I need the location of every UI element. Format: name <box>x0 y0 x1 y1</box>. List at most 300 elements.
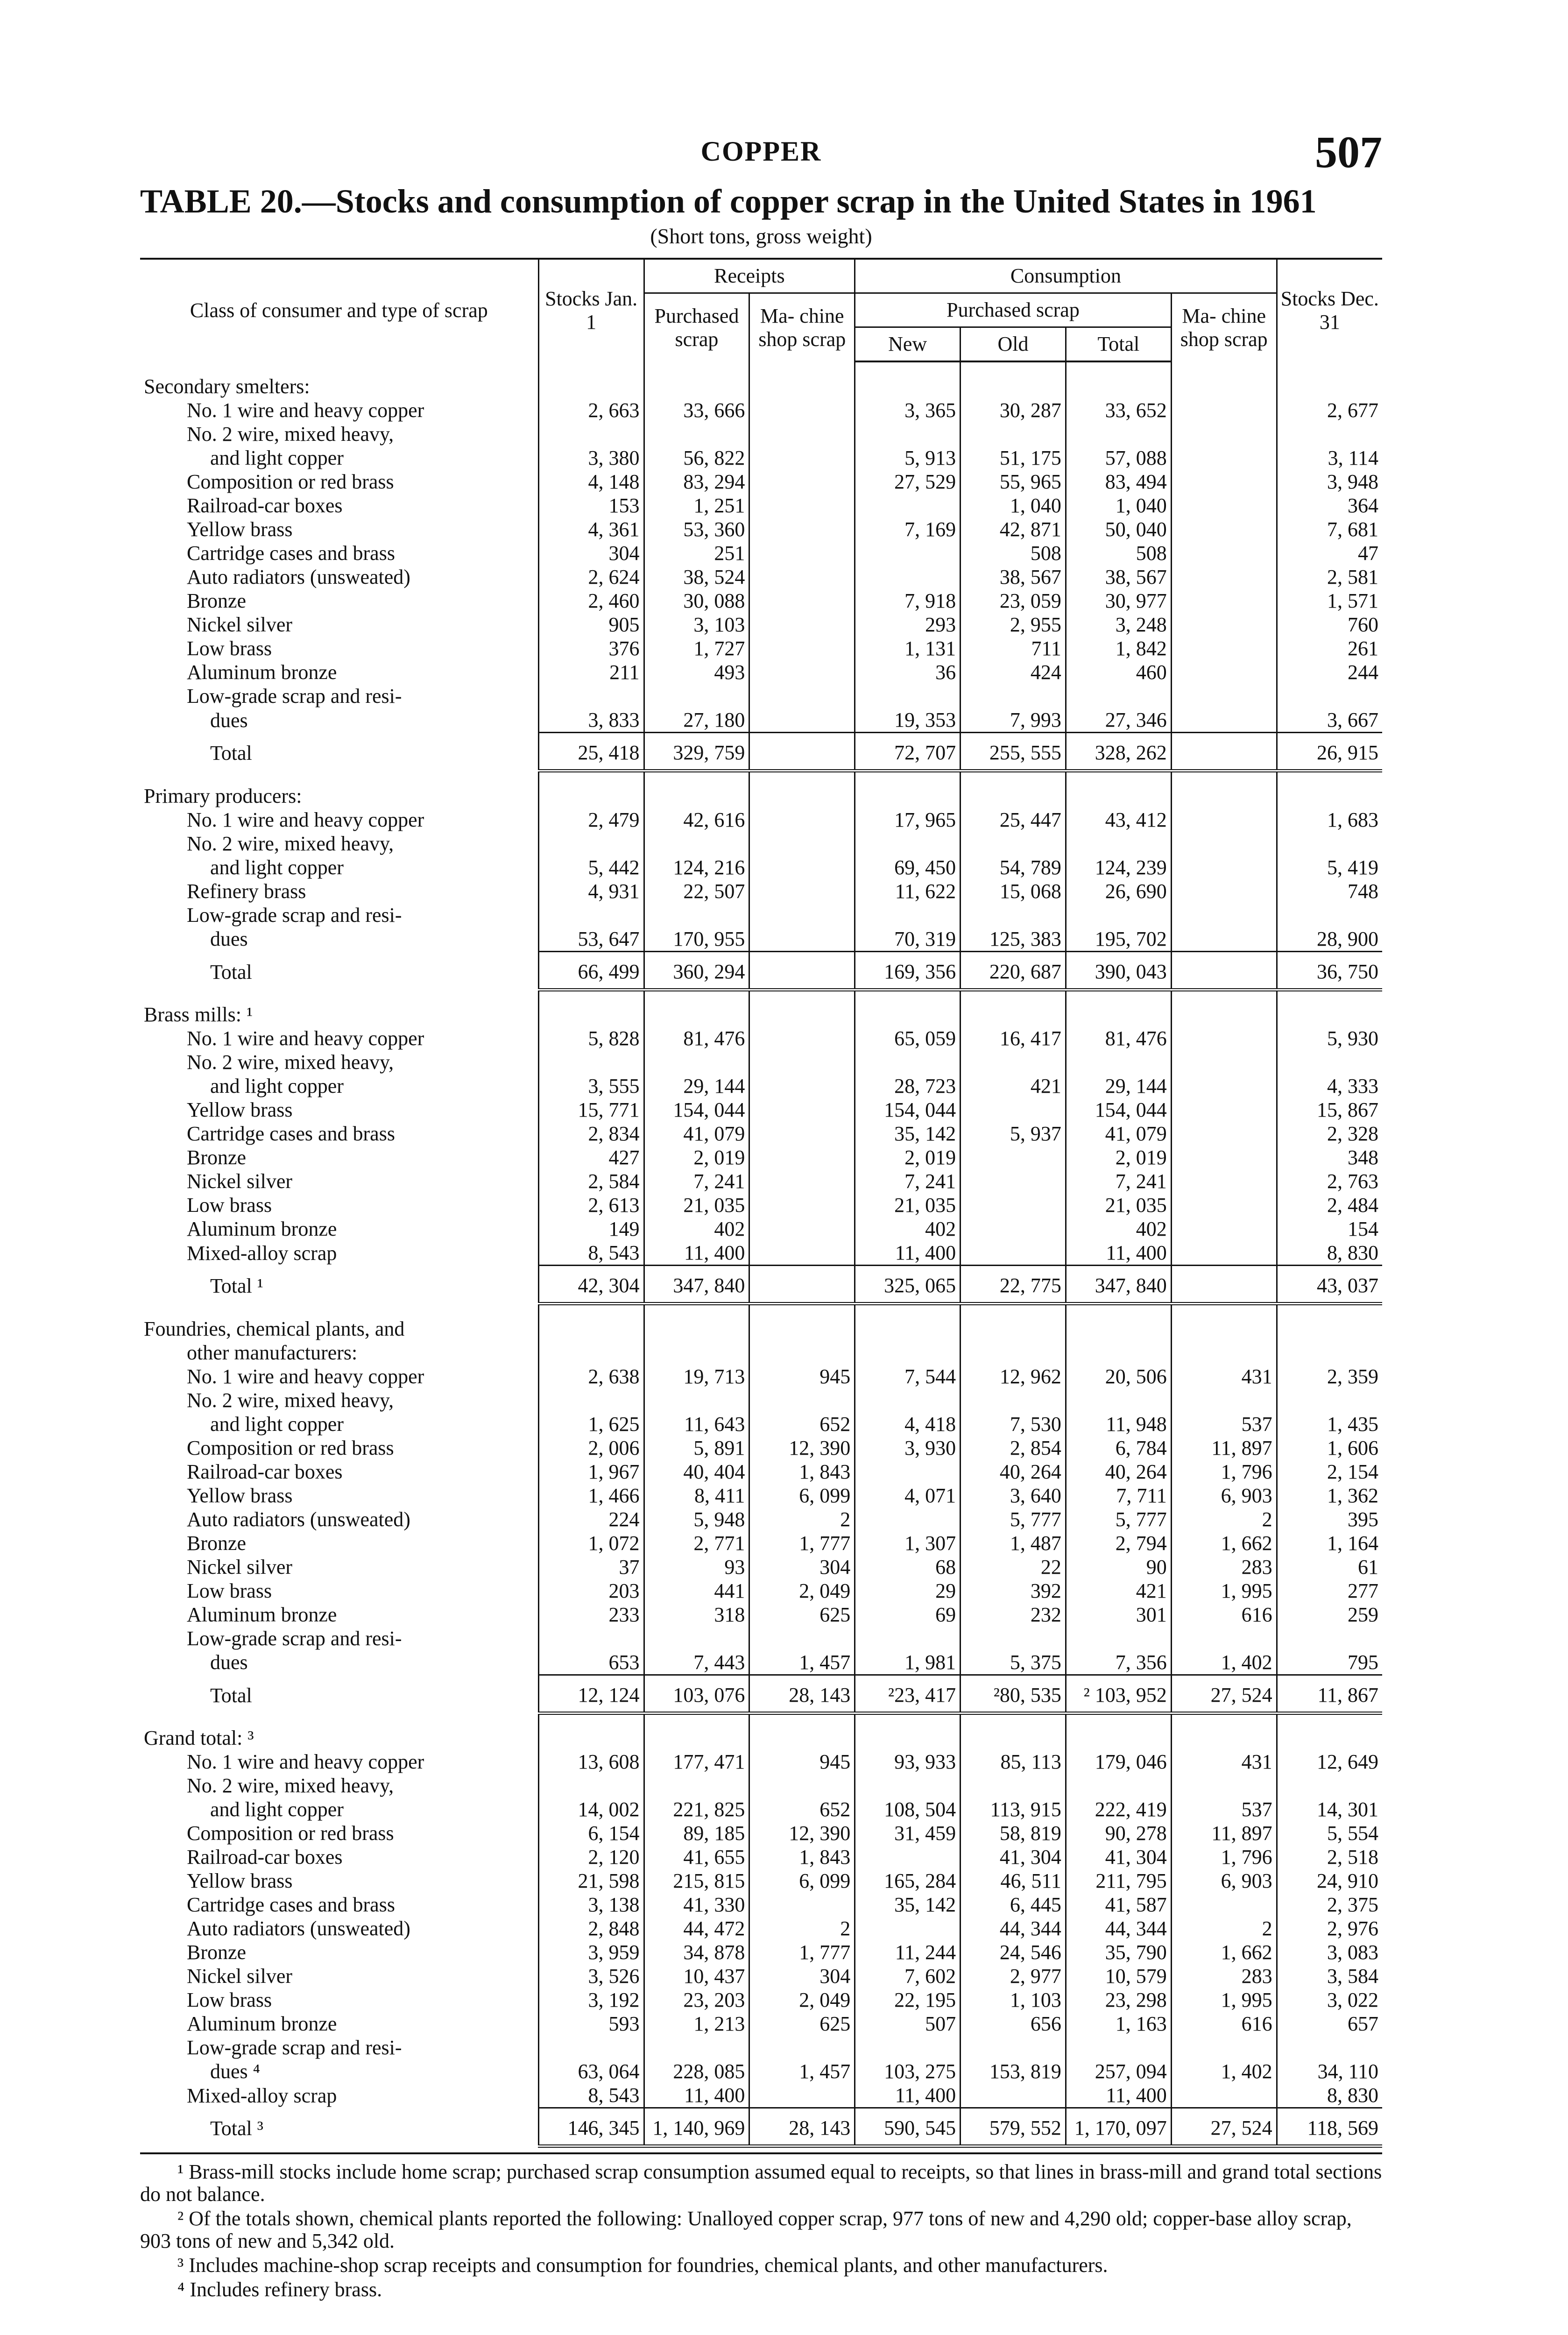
row-label: No. 2 wire, mixed heavy, <box>187 832 394 855</box>
table-cell: 5, 777 <box>961 1507 1066 1531</box>
table-row <box>140 1122 1382 1146</box>
table-cell: 2, 328 <box>1277 1122 1382 1146</box>
table-cell <box>1171 398 1277 422</box>
table-cell <box>749 684 855 708</box>
row-label: and light copper <box>210 1075 344 1097</box>
row-label: dues <box>210 927 248 951</box>
table-cell: 3, 948 <box>1277 470 1382 494</box>
table-cell: ²23, 417 <box>855 1675 961 1713</box>
table-cell <box>1171 422 1277 446</box>
table-cell <box>749 565 855 589</box>
table-cell: 17, 965 <box>855 808 961 832</box>
table-row <box>140 879 1382 903</box>
table-cell <box>1066 2036 1171 2059</box>
table-cell <box>538 903 644 927</box>
table-cell <box>749 1388 855 1412</box>
table-cell: 652 <box>749 1412 855 1436</box>
table-cell: 7, 241 <box>644 1169 749 1193</box>
row-label: Railroad-car boxes <box>187 494 343 517</box>
table-cell: 179, 046 <box>1066 1750 1171 1774</box>
table-cell: 26, 915 <box>1277 733 1382 771</box>
table-cell <box>1171 1193 1277 1217</box>
table-cell <box>1066 1627 1171 1650</box>
table-cell: 2, 955 <box>961 613 1066 637</box>
table-cell <box>1066 1304 1171 1341</box>
table-body <box>140 361 1382 2146</box>
table-cell: 29 <box>855 1579 961 1603</box>
table-cell <box>1171 2083 1277 2108</box>
table-cell <box>749 1893 855 1917</box>
table-cell <box>538 771 644 808</box>
table-cell <box>749 808 855 832</box>
row-label: Composition or red brass <box>187 1436 394 1459</box>
table-cell: 2 <box>1171 1917 1277 1940</box>
table-cell: 390, 043 <box>1066 951 1171 990</box>
table-cell: 90, 278 <box>1066 1821 1171 1845</box>
table-cell: 43, 037 <box>1277 1266 1382 1304</box>
table-cell: 1, 487 <box>961 1531 1066 1555</box>
table-row <box>140 2012 1382 2036</box>
table-cell: 1, 981 <box>855 1650 961 1675</box>
table-cell <box>1066 1713 1171 1750</box>
table-cell <box>961 1241 1066 1266</box>
table-cell: 1, 213 <box>644 2012 749 2036</box>
table-cell: 27, 180 <box>644 708 749 733</box>
table-cell <box>961 361 1066 398</box>
table-cell: 21, 035 <box>644 1193 749 1217</box>
table-cell: 1, 163 <box>1066 2012 1171 2036</box>
row-label: Low-grade scrap and resi- <box>187 685 402 708</box>
table-cell: 40, 264 <box>1066 1460 1171 1484</box>
table-cell <box>538 684 644 708</box>
row-label: Railroad-car boxes <box>187 1460 343 1483</box>
table-cell <box>1277 1713 1382 1750</box>
table-cell <box>644 1050 749 1074</box>
table-cell <box>1277 1774 1382 1797</box>
table-cell <box>1171 565 1277 589</box>
table-cell: 1, 307 <box>855 1531 961 1555</box>
table-cell: 41, 079 <box>1066 1122 1171 1146</box>
table-cell: 1, 796 <box>1171 1460 1277 1484</box>
table-cell <box>1171 2036 1277 2059</box>
table-cell <box>1171 1774 1277 1797</box>
table-cell: 103, 076 <box>644 1675 749 1713</box>
total-row <box>140 1266 1382 1304</box>
table-cell: 1, 727 <box>644 637 749 660</box>
table-cell: 35, 142 <box>855 1122 961 1146</box>
table-cell: 24, 910 <box>1277 1869 1382 1893</box>
table-cell: 1, 662 <box>1171 1531 1277 1555</box>
table-cell <box>855 1388 961 1412</box>
table-cell <box>961 832 1066 856</box>
table-cell <box>961 2083 1066 2108</box>
row-label: dues ⁴ <box>210 2060 260 2083</box>
table-cell: 54, 789 <box>961 856 1066 879</box>
table-row <box>140 1797 1382 1821</box>
table-cell: 36 <box>855 660 961 684</box>
table-row <box>140 708 1382 733</box>
table-cell <box>749 1026 855 1050</box>
table-cell: 2, 460 <box>538 589 644 613</box>
row-label: No. 2 wire, mixed heavy, <box>187 1388 394 1412</box>
table-cell: 233 <box>538 1603 644 1627</box>
table-cell: 2, 976 <box>1277 1917 1382 1940</box>
table-cell <box>961 990 1066 1026</box>
table-cell <box>1066 422 1171 446</box>
table-cell: 1, 662 <box>1171 1940 1277 1964</box>
table-cell: 304 <box>749 1964 855 1988</box>
table-cell <box>749 1341 855 1365</box>
table-cell: 154, 044 <box>855 1098 961 1122</box>
col-header-purchased-scrap: Purchased scrap <box>644 293 749 362</box>
table-cell: 36, 750 <box>1277 951 1382 990</box>
table-cell <box>1171 856 1277 879</box>
table-cell: 11, 643 <box>644 1412 749 1436</box>
row-label: No. 1 wire and heavy copper <box>187 1027 424 1050</box>
table-cell <box>1171 637 1277 660</box>
table-cell: 2, 771 <box>644 1531 749 1555</box>
table-cell <box>1171 541 1277 565</box>
table-cell: 1, 967 <box>538 1460 644 1484</box>
section-heading <box>140 771 1382 808</box>
row-label: Aluminum bronze <box>187 2012 337 2035</box>
table-cell <box>1277 2036 1382 2059</box>
table-row <box>140 1555 1382 1579</box>
table-cell <box>749 2083 855 2108</box>
table-cell: 11, 400 <box>855 1241 961 1266</box>
table-cell <box>749 771 855 808</box>
table-cell <box>855 771 961 808</box>
row-label: Foundries, chemical plants, and <box>144 1317 405 1340</box>
section-heading-continued <box>140 1341 1382 1365</box>
table-cell: 3, 667 <box>1277 708 1382 733</box>
table-row <box>140 1050 1382 1074</box>
row-label: Grand total: ³ <box>144 1726 254 1749</box>
table-cell <box>538 1388 644 1412</box>
table-row <box>140 1988 1382 2012</box>
table-cell: 5, 442 <box>538 856 644 879</box>
table-cell <box>644 832 749 856</box>
table-cell: 118, 569 <box>1277 2108 1382 2146</box>
table-cell <box>749 951 855 990</box>
table-cell: 211 <box>538 660 644 684</box>
row-label: Total <box>210 742 252 764</box>
table-cell <box>749 446 855 470</box>
table-cell <box>961 1713 1066 1750</box>
table-cell: 43, 412 <box>1066 808 1171 832</box>
table-cell <box>1277 1341 1382 1365</box>
table-row <box>140 903 1382 927</box>
table-cell: 33, 652 <box>1066 398 1171 422</box>
row-label: Cartridge cases and brass <box>187 1893 395 1916</box>
row-label: No. 1 wire and heavy copper <box>187 399 424 422</box>
table-cell <box>855 494 961 517</box>
table-row <box>140 565 1382 589</box>
table-cell <box>749 1241 855 1266</box>
table-cell: 41, 587 <box>1066 1893 1171 1917</box>
table-cell <box>1277 1388 1382 1412</box>
running-head <box>140 126 1382 177</box>
table-cell: 760 <box>1277 613 1382 637</box>
table-cell <box>1171 771 1277 808</box>
table-cell <box>644 1713 749 1750</box>
table-cell: 2 <box>749 1507 855 1531</box>
table-cell: 8, 543 <box>538 2083 644 2108</box>
table-cell: 42, 616 <box>644 808 749 832</box>
table-cell <box>855 684 961 708</box>
table-cell: 11, 400 <box>1066 2083 1171 2108</box>
table-cell: 1, 402 <box>1171 2059 1277 2083</box>
table-cell <box>644 422 749 446</box>
table-cell: 431 <box>1171 1365 1277 1388</box>
table-cell: 652 <box>749 1797 855 1821</box>
table-cell <box>644 2036 749 2059</box>
table-cell: 3, 138 <box>538 1893 644 1917</box>
table-cell <box>749 1713 855 1750</box>
table-cell <box>1171 1098 1277 1122</box>
table-cell: 63, 064 <box>538 2059 644 2083</box>
table-cell: 25, 447 <box>961 808 1066 832</box>
table-cell: 165, 284 <box>855 1869 961 1893</box>
table-cell: 57, 088 <box>1066 446 1171 470</box>
table-cell: 89, 185 <box>644 1821 749 1845</box>
table-cell: 23, 298 <box>1066 1988 1171 2012</box>
table-cell: 441 <box>644 1579 749 1603</box>
table-cell: 85, 113 <box>961 1750 1066 1774</box>
table-cell: 2, 977 <box>961 1964 1066 1988</box>
table-cell: 2, 581 <box>1277 565 1382 589</box>
row-label: Mixed-alloy scrap <box>187 1241 337 1265</box>
table-cell <box>749 589 855 613</box>
table-row <box>140 1193 1382 1217</box>
row-label: Yellow brass <box>187 1869 293 1892</box>
table-cell: 255, 555 <box>961 733 1066 771</box>
table-cell <box>1171 517 1277 541</box>
table-cell: 2, 584 <box>538 1169 644 1193</box>
table-cell: 537 <box>1171 1797 1277 1821</box>
table-cell: 31, 459 <box>855 1821 961 1845</box>
table-cell: 30, 977 <box>1066 589 1171 613</box>
footnote: ² Of the totals shown, chemical plants reported the following: Unalloyed copper scrap, 977 tons of new and 4,290 old; copper-base alloy scrap, 903 tons of new and 5,342 old. <box>140 2207 1352 2252</box>
table-cell: 44, 344 <box>961 1917 1066 1940</box>
table-cell: 81, 476 <box>1066 1026 1171 1050</box>
table-cell: 2, 359 <box>1277 1365 1382 1388</box>
table-cell: 125, 383 <box>961 927 1066 952</box>
table-cell: 5, 913 <box>855 446 961 470</box>
table-cell <box>749 517 855 541</box>
table-cell <box>1171 808 1277 832</box>
row-label: Primary producers: <box>144 784 302 807</box>
col-header-purchased-scrap-consumption: Purchased scrap <box>855 293 1172 327</box>
row-label: Total <box>210 960 252 984</box>
footnote: ¹ Brass-mill stocks include home scrap; purchased scrap consumption assumed equal to receipts, so that lines in brass-mill and grand total sections do not balance. <box>140 2160 1382 2206</box>
table-cell <box>1171 1893 1277 1917</box>
table-row <box>140 1241 1382 1266</box>
table-cell: 21, 035 <box>855 1193 961 1217</box>
table-row <box>140 398 1382 422</box>
table-cell: 3, 083 <box>1277 1940 1382 1964</box>
row-label: Auto radiators (unsweated) <box>187 566 410 588</box>
col-header-machine-shop-consumption: Ma- chine shop scrap <box>1171 293 1277 362</box>
table-cell: 41, 655 <box>644 1845 749 1869</box>
table-cell: 53, 360 <box>644 517 749 541</box>
table-row <box>140 1436 1382 1460</box>
table-cell: 301 <box>1066 1603 1171 1627</box>
table-cell: 625 <box>749 2012 855 2036</box>
table-cell: 6, 784 <box>1066 1436 1171 1460</box>
table-cell: 44, 344 <box>1066 1917 1171 1940</box>
table-cell: 2, 677 <box>1277 398 1382 422</box>
table-cell <box>644 1388 749 1412</box>
table-cell: 28, 143 <box>749 1675 855 1713</box>
table-cell: 38, 567 <box>961 565 1066 589</box>
table-cell: 421 <box>1066 1579 1171 1603</box>
table-cell: 6, 903 <box>1171 1869 1277 1893</box>
table-cell: 38, 524 <box>644 565 749 589</box>
row-label: Aluminum bronze <box>187 1217 337 1240</box>
table-cell: 2, 375 <box>1277 1893 1382 1917</box>
table-cell: 22, 195 <box>855 1988 961 2012</box>
table-cell: 2, 019 <box>855 1146 961 1169</box>
row-label: Low brass <box>187 637 272 660</box>
table-row <box>140 1460 1382 1484</box>
table-cell: 40, 264 <box>961 1460 1066 1484</box>
table-row <box>140 808 1382 832</box>
table-cell: 5, 937 <box>961 1122 1066 1146</box>
table-cell: 6, 099 <box>749 1484 855 1507</box>
section-heading <box>140 990 1382 1026</box>
table-cell: 460 <box>1066 660 1171 684</box>
table-cell: 1, 170, 097 <box>1066 2108 1171 2146</box>
table-cell <box>961 1169 1066 1193</box>
table-cell: 29, 144 <box>1066 1074 1171 1098</box>
table-cell <box>961 903 1066 927</box>
table-cell: 616 <box>1171 2012 1277 2036</box>
table-row <box>140 1964 1382 1988</box>
table-cell: 68 <box>855 1555 961 1579</box>
table-cell: 2, 638 <box>538 1365 644 1388</box>
table-cell: 616 <box>1171 1603 1277 1627</box>
table-row <box>140 1917 1382 1940</box>
table-cell: 3, 959 <box>538 1940 644 1964</box>
table-cell <box>855 1774 961 1797</box>
table-row <box>140 1774 1382 1797</box>
row-label: Yellow brass <box>187 1098 293 1121</box>
table-row <box>140 494 1382 517</box>
table-cell <box>1171 1388 1277 1412</box>
row-label: No. 1 wire and heavy copper <box>187 808 424 831</box>
table-cell <box>855 1845 961 1869</box>
table-cell: 8, 830 <box>1277 2083 1382 2108</box>
total-row <box>140 1675 1382 1713</box>
table-cell <box>1171 733 1277 771</box>
table-cell <box>1277 1050 1382 1074</box>
table-cell: 2, 006 <box>538 1436 644 1460</box>
table-row <box>140 470 1382 494</box>
table-cell: 26, 690 <box>1066 879 1171 903</box>
table-cell: 42, 871 <box>961 517 1066 541</box>
table-row <box>140 1365 1382 1388</box>
table-cell: 507 <box>855 2012 961 2036</box>
table-cell: 220, 687 <box>961 951 1066 990</box>
table-cell: 1, 435 <box>1277 1412 1382 1436</box>
table-cell <box>961 422 1066 446</box>
table-cell: 2, 120 <box>538 1845 644 1869</box>
table-cell: 7, 918 <box>855 589 961 613</box>
table-cell: 69 <box>855 1603 961 1627</box>
table-cell <box>1171 589 1277 613</box>
table-cell <box>961 1217 1066 1241</box>
table-cell <box>1171 1026 1277 1050</box>
table-cell <box>961 1193 1066 1217</box>
table-cell: 2, 794 <box>1066 1531 1171 1555</box>
table-cell: 657 <box>1277 2012 1382 2036</box>
table-cell <box>644 1341 749 1365</box>
row-label: and light copper <box>210 446 344 469</box>
row-label: Bronze <box>187 589 247 612</box>
table-cell: 124, 216 <box>644 856 749 879</box>
table-cell <box>961 1304 1066 1341</box>
table-cell <box>961 1146 1066 1169</box>
table-cell: 2, 624 <box>538 565 644 589</box>
table-cell: 1, 843 <box>749 1845 855 1869</box>
table-cell: 42, 304 <box>538 1266 644 1304</box>
table-cell: 304 <box>538 541 644 565</box>
table-cell: 11, 400 <box>855 2083 961 2108</box>
table-cell: 23, 059 <box>961 589 1066 613</box>
table-cell: 41, 079 <box>644 1122 749 1146</box>
row-label: and light copper <box>210 1798 344 1821</box>
table-cell: 4, 418 <box>855 1412 961 1436</box>
table-cell <box>749 613 855 637</box>
table-cell: 169, 356 <box>855 951 961 990</box>
table-cell: 431 <box>1171 1750 1277 1774</box>
table-cell: 22, 775 <box>961 1266 1066 1304</box>
table-cell: 69, 450 <box>855 856 961 879</box>
table-cell: 905 <box>538 613 644 637</box>
table-cell <box>1066 832 1171 856</box>
table-cell: 21, 598 <box>538 1869 644 1893</box>
table-cell <box>749 422 855 446</box>
table-row <box>140 1750 1382 1774</box>
table-cell <box>1171 903 1277 927</box>
table-cell: 113, 915 <box>961 1797 1066 1821</box>
table-cell: 1, 457 <box>749 2059 855 2083</box>
table-cell <box>1171 1074 1277 1098</box>
table-row <box>140 684 1382 708</box>
table-row <box>140 1507 1382 1531</box>
row-label: No. 2 wire, mixed heavy, <box>187 423 394 446</box>
col-header-machine-shop-receipts: Ma- chine shop scrap <box>749 293 855 362</box>
table-cell: 7, 530 <box>961 1412 1066 1436</box>
table-cell: 93 <box>644 1555 749 1579</box>
table-cell: 24, 546 <box>961 1940 1066 1964</box>
table-cell: 3, 930 <box>855 1436 961 1460</box>
table-row <box>140 2083 1382 2108</box>
table-row <box>140 1579 1382 1603</box>
table-cell: 23, 203 <box>644 1988 749 2012</box>
table-cell <box>749 832 855 856</box>
table-row <box>140 1893 1382 1917</box>
table-cell: 22 <box>961 1555 1066 1579</box>
table-cell <box>961 1627 1066 1650</box>
table-cell <box>749 1122 855 1146</box>
table-cell: 2, 834 <box>538 1122 644 1146</box>
table-cell: 593 <box>538 2012 644 2036</box>
table-cell: 34, 878 <box>644 1940 749 1964</box>
table-cell <box>538 1304 644 1341</box>
table-row <box>140 1412 1382 1436</box>
